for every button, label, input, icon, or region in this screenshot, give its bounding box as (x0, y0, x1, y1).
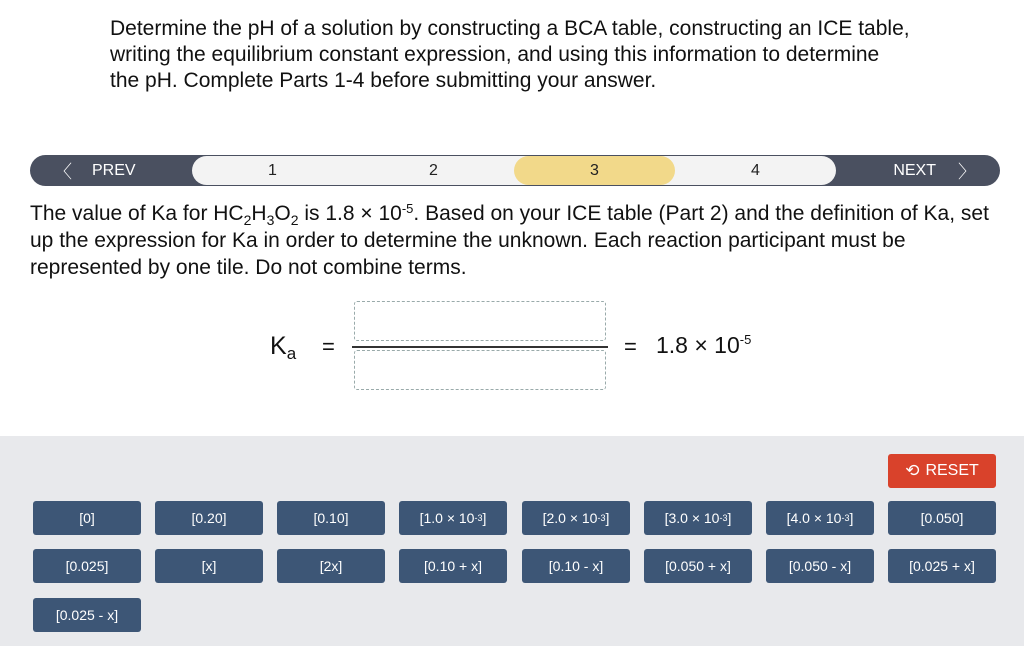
answer-tile[interactable]: [0.050] (888, 501, 996, 535)
tile-exponent: -3 (841, 513, 850, 523)
ka-label (270, 332, 296, 364)
answer-tile[interactable] (522, 501, 630, 535)
tile-exponent: -3 (719, 513, 728, 523)
prev-label: PREV (92, 161, 136, 179)
step-tab-2[interactable]: 2 (429, 161, 438, 179)
answer-tile[interactable]: [2x] (277, 549, 385, 583)
undo-arrow-icon: ⟲ (905, 461, 920, 480)
ka-value-exponent: -5 (739, 332, 752, 347)
tile-base: [4.0 × 10 (786, 510, 842, 526)
denominator-drop-zone[interactable] (354, 350, 606, 390)
formula-subscript: 2 (243, 212, 252, 228)
answer-tile[interactable]: [0.20] (155, 501, 263, 535)
answer-tile[interactable]: [x] (155, 549, 263, 583)
numerator-drop-zone[interactable] (354, 301, 606, 341)
reset-label: RESET (925, 462, 979, 479)
step-tabs (192, 156, 836, 185)
ka-value-base: 1.8 × 10 (656, 332, 740, 358)
prev-button[interactable] (30, 155, 190, 186)
ka-symbol: K (270, 332, 287, 360)
answer-tile[interactable]: [0.050 + x] (644, 549, 752, 583)
fraction-bar (352, 346, 608, 348)
formula-subscript: 3 (266, 212, 275, 228)
tile-exponent: -3 (597, 513, 606, 523)
question-middle: is 1.8 × 10 (298, 202, 402, 225)
chevron-left-icon: 〈 (54, 161, 72, 182)
formula-element: H (251, 202, 267, 225)
answer-tile[interactable] (766, 501, 874, 535)
tile-base: [2.0 × 10 (542, 510, 598, 526)
tile-base: [1.0 × 10 (419, 510, 475, 526)
step-tab-1[interactable]: 1 (268, 161, 277, 179)
answer-tile[interactable]: [0.025 + x] (888, 549, 996, 583)
answer-tile[interactable]: [0.10] (277, 501, 385, 535)
tile-close: ] (849, 510, 854, 526)
part-navigation (30, 155, 1000, 186)
ka-subscript: a (286, 344, 297, 363)
question-prefix: The value of Ka for HC (30, 202, 244, 225)
question-suffix: . Based on your ICE table (Part 2) and the definition of Ka, set up the expression for Ka in order to determine the unknown. Each reaction participant must be represented by one tile. Do not combine terms. (30, 202, 989, 279)
tile-base: [3.0 × 10 (664, 510, 720, 526)
next-label: NEXT (893, 161, 936, 179)
answer-tile[interactable]: [0.050 - x] (766, 549, 874, 583)
formula-subscript: 2 (290, 212, 299, 228)
equals-sign: = (624, 334, 637, 359)
instructions-text: Determine the pH of a solution by constructing a BCA table, constructing an ICE table, writing the equilibrium constant expression, and using this information to determine the pH. Complete Parts 1-4 before submitting your answer. (110, 17, 910, 92)
tile-close: ] (482, 510, 487, 526)
answer-tile[interactable] (399, 501, 507, 535)
ka-value (656, 332, 751, 359)
question-exponent: -5 (401, 201, 414, 216)
answer-tile[interactable]: [0] (33, 501, 141, 535)
step-tab-3[interactable]: 3 (514, 156, 675, 185)
formula-element: O (274, 202, 291, 225)
equals-sign: = (322, 334, 335, 359)
answer-tile[interactable]: [0.10 - x] (522, 549, 630, 583)
tile-close: ] (605, 510, 610, 526)
next-button[interactable] (840, 155, 1000, 186)
answer-tile[interactable] (644, 501, 752, 535)
ka-expression (0, 290, 1024, 410)
answer-tile[interactable]: [0.025] (33, 549, 141, 583)
chevron-right-icon: 〉 (958, 161, 976, 182)
reset-button[interactable] (888, 454, 996, 488)
tile-exponent: -3 (474, 513, 483, 523)
step-tab-4[interactable]: 4 (751, 161, 760, 179)
tile-bank (0, 436, 1024, 646)
tile-close: ] (727, 510, 732, 526)
question-text (30, 200, 1000, 281)
answer-tile[interactable]: [0.025 - x] (33, 598, 141, 632)
answer-tile[interactable]: [0.10 + x] (399, 549, 507, 583)
